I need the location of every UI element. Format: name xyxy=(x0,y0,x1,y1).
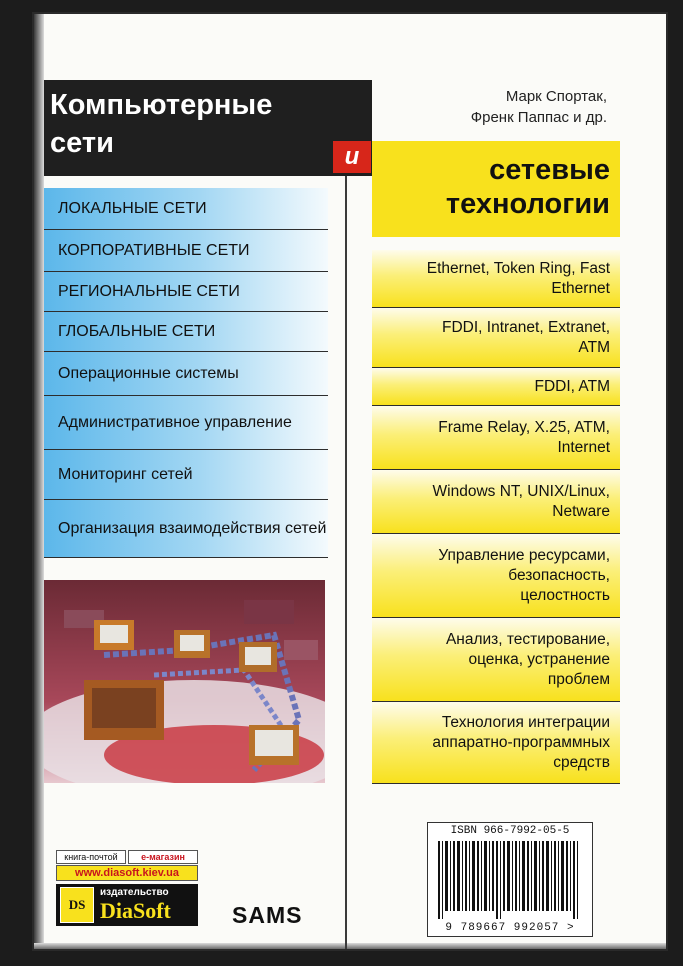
right-topic xyxy=(372,702,620,784)
barcode-bars-icon xyxy=(436,841,586,919)
isbn-number: ISBN 966-7992-05-5 xyxy=(450,825,570,837)
right-topic-line: Ethernet, Token Ring, Fast xyxy=(426,259,610,277)
left-topic: Административное управление xyxy=(44,396,328,450)
right-topic-line: целостность xyxy=(520,586,610,604)
authors-line-2: Френк Паппас и др. xyxy=(470,109,607,126)
network-illustration-svg xyxy=(44,580,325,783)
left-topic: Организация взаимодействия сетей xyxy=(44,500,328,558)
left-topic: ЛОКАЛЬНЫЕ СЕТИ xyxy=(44,188,328,230)
right-topic xyxy=(372,250,620,308)
computer-icon xyxy=(239,642,277,672)
publisher-name: DiaSoft xyxy=(100,898,171,923)
subtitle-line-2: технологии xyxy=(445,188,610,220)
left-topic: КОРПОРАТИВНЫЕ СЕТИ xyxy=(44,230,328,272)
left-topic: РЕГИОНАЛЬНЫЕ СЕТИ xyxy=(44,272,328,312)
publisher-label: издательство xyxy=(100,887,169,898)
right-topic xyxy=(372,406,620,470)
shop-tags xyxy=(56,850,198,864)
right-topic-line: Windows NT, UNIX/Linux, xyxy=(432,482,610,500)
right-topic-line: Анализ, тестирование, xyxy=(445,630,610,648)
right-topic-line: Ethernet xyxy=(551,279,610,297)
publisher-url: www.diasoft.kiev.ua xyxy=(56,865,198,881)
left-topic: Мониторинг сетей xyxy=(44,450,328,500)
right-topic xyxy=(372,470,620,534)
title-and: и xyxy=(333,141,371,173)
right-topic xyxy=(372,368,620,406)
right-topic-line: Frame Relay, X.25, ATM, xyxy=(438,418,610,436)
computer-icon xyxy=(249,725,299,765)
computer-icon xyxy=(94,620,134,650)
book-spine-edge xyxy=(34,14,44,949)
left-topic: Операционные системы xyxy=(44,352,328,396)
publisher-logo-block xyxy=(56,884,198,926)
right-topic-line: FDDI, ATM xyxy=(534,377,610,395)
right-topic-line: аппаратно-программных xyxy=(432,733,610,751)
network-illustration xyxy=(44,580,325,783)
computer-icon xyxy=(84,680,164,740)
computer-icon xyxy=(174,630,210,658)
right-topic-line: Netware xyxy=(552,502,610,520)
eshop-tag xyxy=(128,850,198,864)
right-topic-line: ATM xyxy=(578,338,610,356)
right-topic-line: Технология интеграции xyxy=(441,713,610,731)
ean-number: 9 789667 992057 > xyxy=(445,922,575,934)
book-back-cover xyxy=(34,14,666,949)
subtitle-block xyxy=(372,141,620,237)
barcode xyxy=(427,822,593,937)
authors-line-1: Марк Спортак, xyxy=(505,88,607,105)
title-block xyxy=(44,80,372,176)
center-divider xyxy=(345,176,347,949)
left-topic: ГЛОБАЛЬНЫЕ СЕТИ xyxy=(44,312,328,352)
book-bottom-edge xyxy=(34,943,666,949)
right-topic xyxy=(372,618,620,702)
diasoft-logo-icon: DS xyxy=(60,887,94,923)
eshop-tag-text: е-магазин xyxy=(141,852,185,862)
right-topic xyxy=(372,534,620,618)
right-topic-line: проблем xyxy=(547,670,610,688)
mail-order-tag: книга-почтой xyxy=(56,850,126,864)
title-line-1: Компьютерные xyxy=(50,89,273,121)
right-topic-line: безопасность, xyxy=(508,566,610,584)
subtitle-line-1: сетевые xyxy=(489,154,610,186)
right-topic-line: средств xyxy=(553,753,610,771)
publisher-block xyxy=(56,850,198,930)
title-line-2: сети xyxy=(50,127,114,159)
sams-logo: SAMS xyxy=(232,902,303,928)
authors xyxy=(471,86,607,128)
right-topic xyxy=(372,308,620,368)
right-topic-line: Internet xyxy=(557,438,610,456)
right-topic-line: FDDI, Intranet, Extranet, xyxy=(442,318,610,336)
right-topic-line: оценка, устранение xyxy=(468,650,610,668)
right-topic-line: Управление ресурсами, xyxy=(438,546,610,564)
